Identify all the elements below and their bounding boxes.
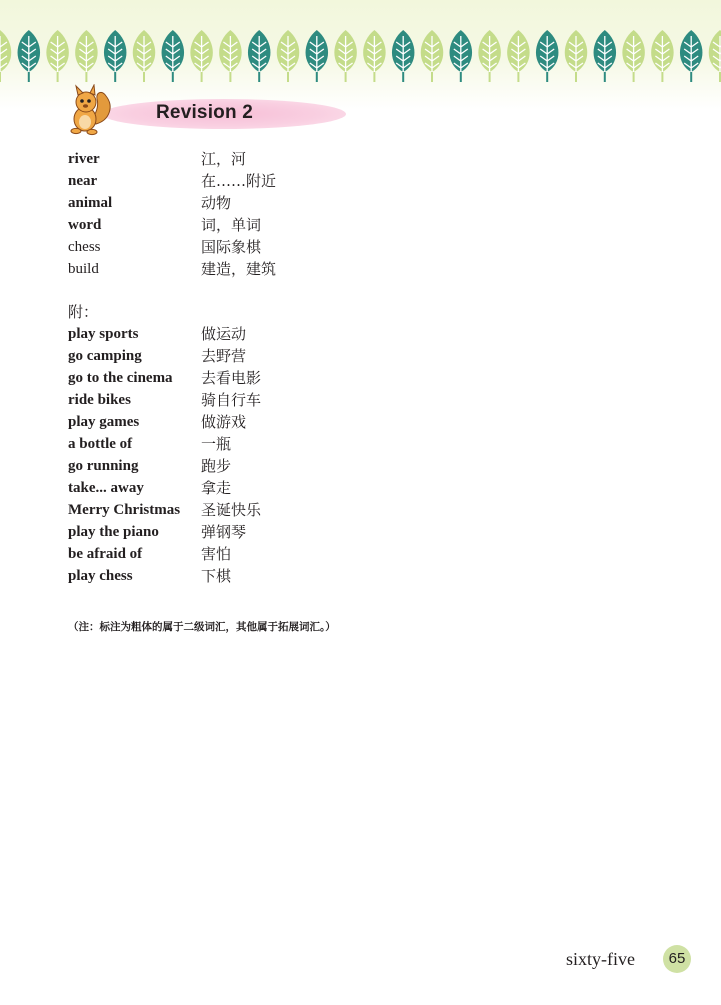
chinese-meaning: 弹钢琴 [201, 523, 247, 541]
leaf-icon [46, 30, 69, 82]
english-term: play the piano [68, 524, 159, 540]
tree-leaf-border [0, 26, 721, 84]
leaf-icon [478, 30, 501, 82]
english-term: go camping [68, 348, 142, 364]
section-header [66, 84, 356, 136]
leaf-icon [334, 30, 357, 82]
chinese-meaning: 害怕 [201, 545, 232, 563]
english-term: take... away [68, 480, 144, 496]
vocab-row [68, 192, 468, 214]
vocab-row [68, 499, 468, 521]
chinese-meaning: 江，河 [201, 150, 247, 168]
leaf-icon [421, 30, 444, 82]
leaf-icon [248, 30, 271, 82]
vocab-row [68, 367, 468, 389]
english-term: be afraid of [68, 546, 143, 562]
vocab-row [68, 455, 468, 477]
vocab-row [68, 543, 468, 565]
vocab-row [68, 389, 468, 411]
leaf-icon [75, 30, 98, 82]
leaf-icon [450, 30, 473, 82]
page-number-words: sixty-five [566, 949, 635, 969]
vocab-row [68, 214, 468, 236]
english-term: go to the cinema [68, 370, 173, 386]
leaf-icon [594, 30, 617, 82]
vocab-row [68, 323, 468, 345]
chinese-meaning: 骑自行车 [201, 391, 262, 409]
english-term: chess [68, 239, 101, 255]
leaf-icon [133, 30, 156, 82]
vocab-row [68, 148, 468, 170]
chinese-meaning: 下棋 [201, 567, 232, 585]
chinese-meaning: 去看电影 [201, 369, 262, 387]
chinese-meaning: 在……附近 [201, 172, 277, 190]
english-term: river [68, 151, 100, 167]
leaf-icon [622, 30, 645, 82]
vocab-row [68, 258, 468, 280]
chinese-meaning: 圣诞快乐 [201, 501, 262, 519]
squirrel-mascot-icon [66, 84, 116, 136]
leaf-icon [651, 30, 674, 82]
page-title: Revision 2 [156, 102, 254, 123]
vocab-row [68, 170, 468, 192]
english-term: play sports [68, 326, 139, 342]
leaf-icon [104, 30, 127, 82]
english-term: near [68, 173, 98, 189]
leaf-icon [306, 30, 329, 82]
vocab-row [68, 433, 468, 455]
vocab-row [68, 345, 468, 367]
leaf-icon [392, 30, 415, 82]
footnote: （注：标注为粗体的属于二级词汇，其他属于拓展词汇。） [68, 621, 336, 633]
english-term: build [68, 261, 99, 277]
leaf-icon [162, 30, 185, 82]
vocab-row [68, 565, 468, 587]
leaf-icon [0, 30, 11, 82]
leaf-icon [190, 30, 213, 82]
chinese-meaning: 做运动 [201, 325, 247, 343]
english-term: ride bikes [68, 392, 131, 408]
english-term: play games [68, 414, 140, 430]
vocab-row [68, 477, 468, 499]
leaf-icon [219, 30, 242, 82]
leaf-icon [565, 30, 588, 82]
chinese-meaning: 国际象棋 [201, 238, 262, 256]
leaf-icon [507, 30, 530, 82]
section-gap [68, 280, 468, 301]
leaf-icon [536, 30, 559, 82]
chinese-meaning: 动物 [201, 194, 232, 212]
vocab-row [68, 521, 468, 543]
english-term: word [68, 217, 102, 233]
english-term: animal [68, 195, 113, 211]
english-term: a bottle of [68, 436, 133, 452]
leaf-icon [680, 30, 703, 82]
vocabulary-list [68, 148, 468, 587]
chinese-meaning: 一瓶 [201, 435, 232, 453]
chinese-meaning: 建造，建筑 [201, 260, 277, 278]
leaf-icon [709, 30, 721, 82]
page-number-badge: 65 [663, 945, 691, 973]
english-term: Merry Christmas [68, 502, 181, 518]
leaf-icon [363, 30, 386, 82]
vocab-row [68, 236, 468, 258]
chinese-meaning: 跑步 [201, 457, 232, 475]
chinese-meaning: 去野营 [201, 347, 247, 365]
chinese-meaning: 拿走 [201, 479, 232, 497]
english-term: go running [68, 458, 139, 474]
appendix-label: 附： [68, 303, 99, 321]
english-term: play chess [68, 568, 133, 584]
chinese-meaning: 做游戏 [201, 413, 247, 431]
leaf-icon [277, 30, 300, 82]
chinese-meaning: 词，单词 [201, 216, 262, 234]
vocab-row [68, 411, 468, 433]
leaf-icon [18, 30, 41, 82]
